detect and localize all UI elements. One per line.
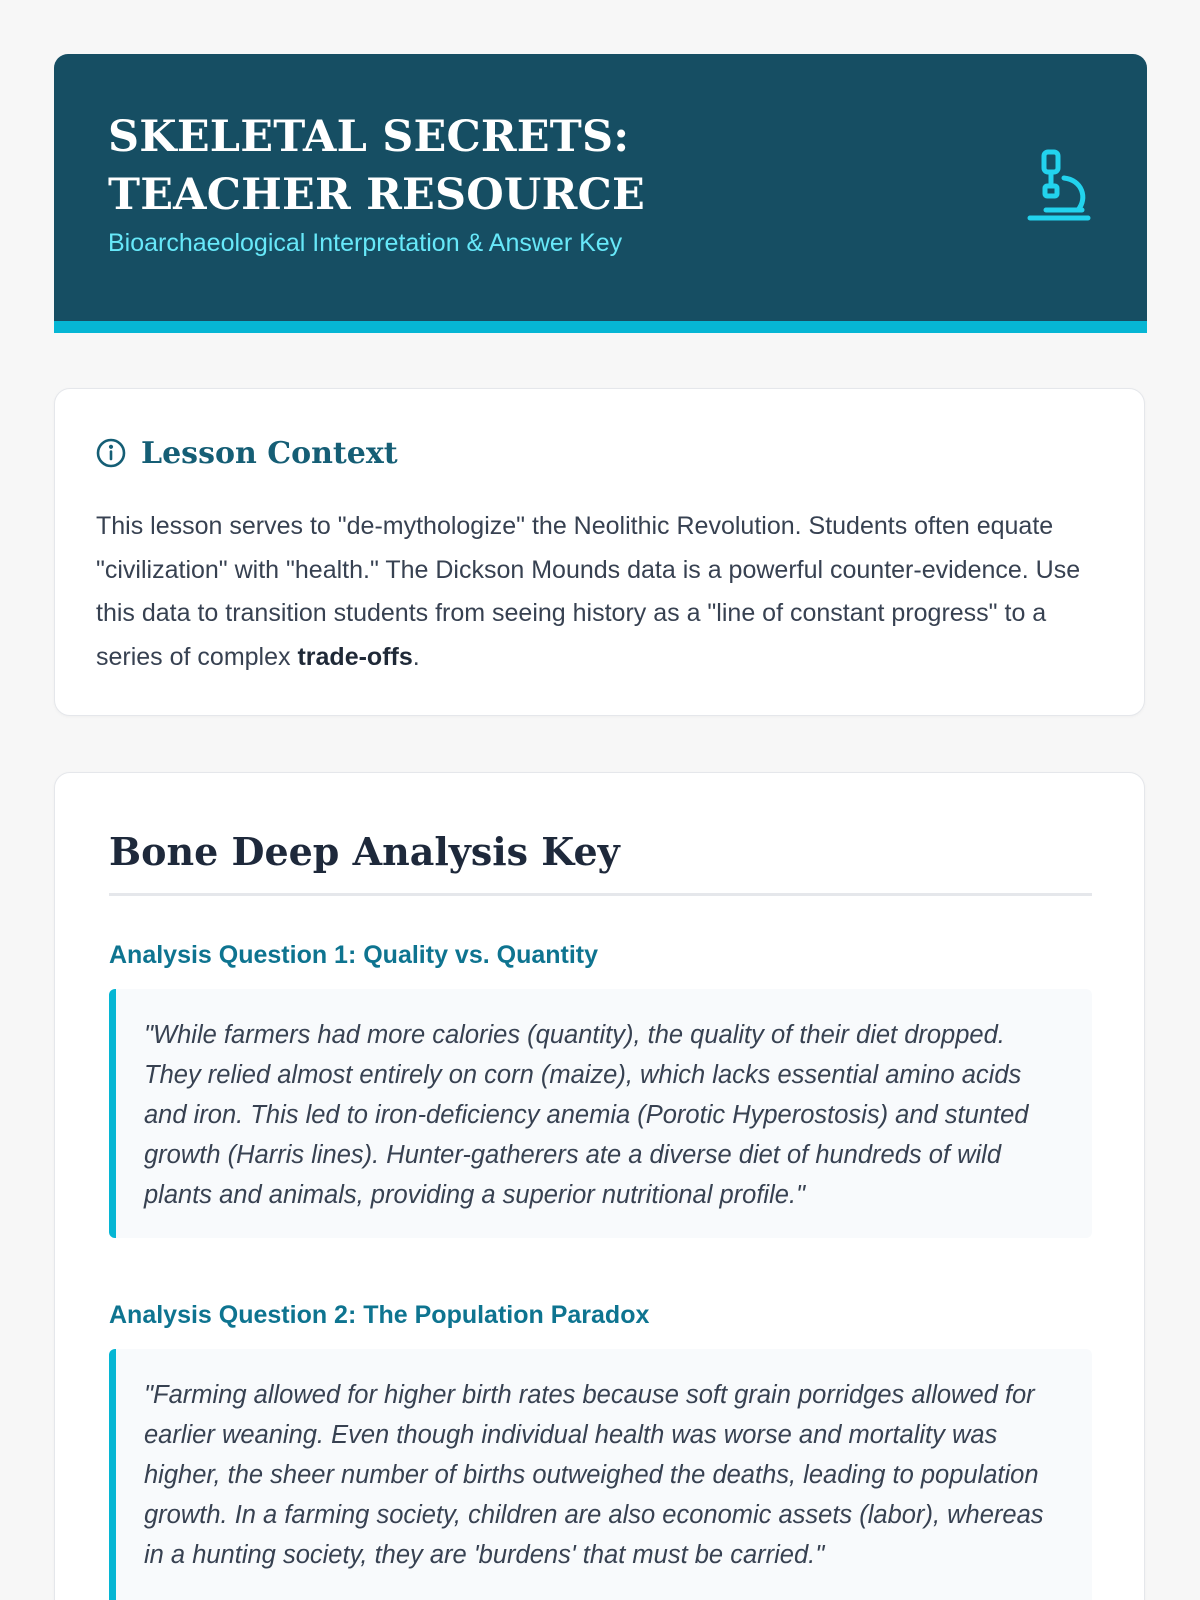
page-title: SKELETAL SECRETS: TEACHER RESOURCE [108,112,645,220]
answer-1-text: "While farmers had more calories (quantity), the quality of their diet dropped. They relied almost entirely on corn (maize), which lacks essential amino acids and iron. This led to iron-deficiency anemia (Porotic Hyperostosis) and stunted growth (Harris lines). Hunter-gatherers ate a diverse diet of hundreds of wild plants and animals, providing a superior nutritional profile." [144,1021,1029,1209]
microscope-icon [1024,146,1094,222]
lesson-context-title: Lesson Context [141,435,398,471]
page-subtitle: Bioarchaeological Interpretation & Answer Key [108,229,623,257]
answer-2-box [109,1349,1092,1600]
analysis-key-card [54,772,1145,1600]
lesson-context-header [95,433,398,473]
lesson-context-text [96,505,1106,679]
lesson-context-card [54,388,1145,716]
lesson-context-text-end: . [412,642,420,671]
question-1-label: Analysis Question 1: Quality vs. Quantity [109,941,599,969]
page-header [54,54,1147,333]
answer-2-text: "Farming allowed for higher birth rates because soft grain porridges allowed for earlier weaning. Even though individual health was worse and mortality was higher, the sheer number of births outweighed the deaths, leading to population growth. In a farming society, children are also economic assets (labor), whereas in a hunting society, they are 'burdens' that must be carried." [144,1381,1044,1569]
question-2-label: Analysis Question 2: The Population Paradox [109,1301,650,1329]
answer-1-box [109,989,1092,1238]
lesson-context-bold-term: trade-offs [297,642,413,671]
info-icon [95,437,127,469]
lesson-context-text-main: This lesson serves to "de-mythologize" the Neolithic Revolution. Students often equate "civilization" with "health." The Dickson Mounds data is a powerful counter-evidence. Use this data to transition students from seeing history as a "line of constant progress" to a series of complex [96,512,1081,671]
analysis-key-title: Bone Deep Analysis Key [109,829,620,874]
title-divider [109,893,1092,896]
